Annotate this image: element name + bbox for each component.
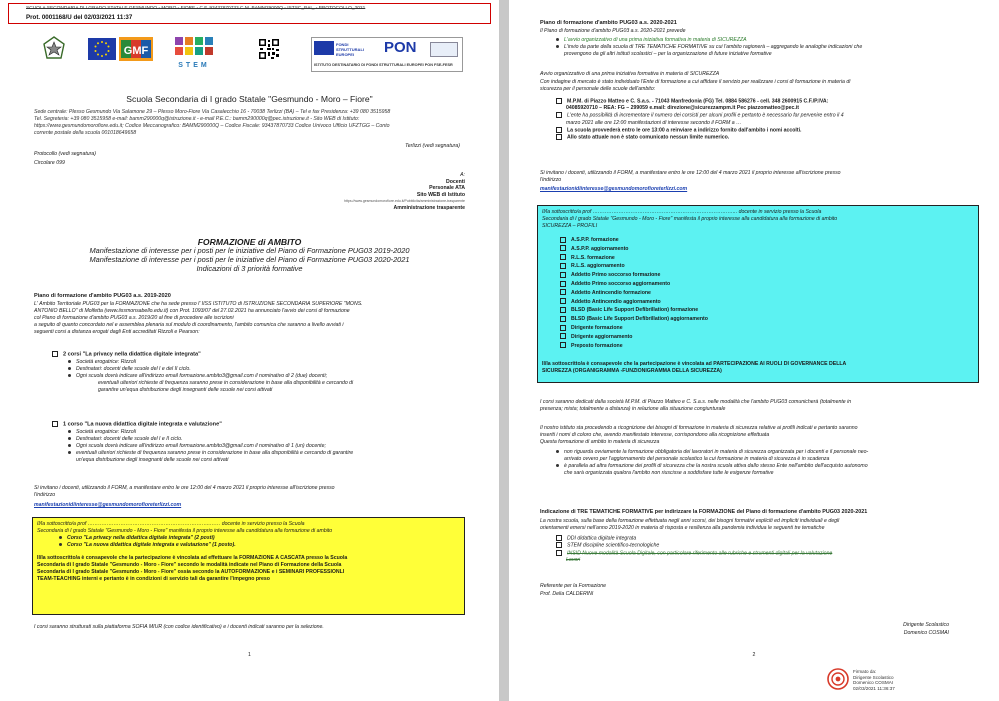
profile-label: Addetto Antincendio formazione <box>571 289 651 296</box>
invite-text: Si invitano i docenti, utilizzando il FORM, a manifestare entro le ore 12:00 del 4 marzo 2021 il proprio interesse all'iscrizione presso <box>34 485 335 491</box>
text-line: L' Ambito Territoriale PUG03 per la FORMAZIONE che ha sede presso l' IISS ISTITUTO di ISTRUZIONE SECONDARIA SUPERIORE "MONS. <box>34 301 363 307</box>
piano-paragraph <box>34 301 363 336</box>
list-item <box>68 450 353 457</box>
profile-label: A.S.P.P. formazione <box>571 237 619 243</box>
list-item <box>556 550 832 557</box>
document-subtitle: Manifestazione di interesse per i posti per le iniziative del Piano di Formazione PUG03 2020-2021 <box>89 255 410 264</box>
pon-ministry-icon <box>430 42 458 57</box>
address-line: corrente postale della scuola 001018649658 <box>34 130 137 136</box>
list-item <box>68 436 353 443</box>
recipients <box>300 172 465 212</box>
sicurezza-paragraph <box>540 79 850 93</box>
form-box-content <box>37 521 347 583</box>
checkbox-icon[interactable] <box>560 281 566 287</box>
address-line: Sede centrale: Plesso Gesmundo Via Salamone 29 – Plesso Moro-Fiore Via Casalecchio 16 - 70038 Terlizzi (BA) – Tel e fax Presidenza: +39 080 3515958 <box>34 109 391 115</box>
page-number: 2 <box>752 652 756 658</box>
circular-number: Circolare 099 <box>34 160 65 166</box>
list-item <box>564 456 868 463</box>
form-option[interactable] <box>59 542 347 549</box>
profile-label: BLSD (Basic Life Support Defibrillation) aggiornamento <box>571 316 708 323</box>
protocol-stamp <box>8 3 491 24</box>
checkbox-bullet-icon <box>556 98 562 104</box>
list-item <box>564 470 868 477</box>
checkbox-icon[interactable] <box>560 289 566 295</box>
bullet-icon <box>556 38 559 41</box>
item-text: eventuali ulteriori richieste di frequenza saranno prese in considerazione in base alla disponibilità e cercando di garantire <box>76 450 354 456</box>
course-details <box>68 359 353 394</box>
istituto-paragraph <box>540 425 857 446</box>
form-line: Il/la sottoscritto/a è consapevole che la partecipazione è vincolata ad effettuare la FORMAZIONE A CASCATA presso la Scuola <box>37 555 348 561</box>
recipient: Amministrazione trasparente <box>393 204 465 211</box>
form-option[interactable] <box>59 535 347 542</box>
form-line: Il/la sottoscritto/a è consapevole che la partecipazione è vincolata ad PARTECIPAZIONE AI RUOLI DI GOVERNANCE DELLA <box>542 361 847 367</box>
item-text: Ogni scuola dovrà indicare all'indirizzo email formazione.ambito3@gmail.com il nominativo di 2 (due) docenti; <box>76 373 328 379</box>
document-subtitle: Manifestazione di interesse per i posti per le iniziative del Piano di Formazione PUG03 2019-2020 <box>89 246 410 255</box>
item-text: L'avvio organizzativo di una prima iniziativa formativa in materia di SICUREZZA <box>564 37 747 43</box>
section-heading: Piano di formazione d'ambito PUG03 a.s. 2019-2020 <box>34 293 171 299</box>
course-title: 1 corso "La nuova didattica digitale integrata e valutazione" <box>63 421 222 428</box>
list-item <box>68 359 353 366</box>
item-text: Società erogatrice: Rizzoli <box>76 429 136 435</box>
stem-logo <box>174 36 214 69</box>
text-line: sicurezza per il personale delle scuole dell'ambito: <box>540 86 656 92</box>
profile-option[interactable] <box>560 324 708 333</box>
checkbox-bullet-icon <box>556 127 562 133</box>
candidature-form-box <box>32 517 465 615</box>
profile-option[interactable] <box>560 271 708 280</box>
bullet-icon <box>68 444 71 447</box>
text-line: La nostra scuola, sulla base della formazione effettuata negli anni scorsi, dei bisogni formativi espliciti ed impliciti individuali e degli <box>540 518 840 524</box>
item-text: non riguarda ovviamente la formazione obbligatoria dei lavoratori in materia di sicurezza organizzata per i docenti e il personale neo- <box>564 449 869 455</box>
form-line: Il/la sottoscritto/a prof ……………………………………………………………..…… docente in servizio presso la Scuola <box>37 521 305 527</box>
list-item <box>68 443 353 450</box>
form-line: SICUREZZA (ORGANIGRAMMA -FUNZIONIGRAMMA DELLA SICUREZZA) <box>542 368 722 374</box>
recipient-url[interactable]: https://www.gesmundomorofiore.edu.it/Pubblicita/amministrazione-trasparente <box>343 199 465 204</box>
item-text: un'equa distribuzione degli insegnanti delle scuole nei corsi attivati <box>76 457 229 463</box>
profile-option[interactable] <box>560 342 708 351</box>
school-name: Scuola Secondaria di I grado Statale "Gesmundo - Moro – Fiore" <box>126 94 373 104</box>
form-line: Secondaria di I grado Statale "Gesmundo - Moro - Fiore" manifesta il proprio interesse alla candidatura alla formazione di ambito <box>542 216 838 222</box>
list-item <box>68 429 353 436</box>
course-details <box>68 429 353 464</box>
text-line: orientamenti emersi nell'anno 2019-2020 in materia di risposta e resilienza alla pandemia individua le seguenti tre tematiche <box>540 525 825 531</box>
profile-option[interactable] <box>560 333 708 342</box>
item-text: eventuali ulteriori richieste di frequenza saranno prese in considerazione in base alla disponibilità e cercando di <box>98 380 354 386</box>
eu-flag-logo <box>88 38 116 60</box>
list-item <box>556 127 844 134</box>
form-line: Secondaria di I grado Statale "Gesmundo - Moro - Fiore" ossia secondo la AUTOFORMAZIONE e i SEMINARI PROFESSIONLI <box>37 569 345 575</box>
checkbox-icon[interactable] <box>560 307 566 313</box>
bullet-icon <box>68 360 71 363</box>
item-text: Destinatari: docenti delle scuole del I e II ciclo. <box>76 436 183 442</box>
bullet-icon <box>556 45 559 48</box>
protocol-stamp-header: SCUOLA SECONDARIA DI I GRADO STATALE GESMUNDO - MORO - FIORE - C.F. 93437870733 C.M. BAMM29000Q - ISTSC_BAI_ - PROTOCOLLO_2021 <box>26 6 366 11</box>
checkbox-bullet-icon <box>556 542 562 548</box>
profile-option[interactable] <box>560 245 708 254</box>
digital-signature-icon <box>827 668 849 690</box>
item-text: garantire un'equa distribuzione degli insegnanti delle scuole nei corsi attivati <box>98 387 273 393</box>
bullet-icon <box>68 437 71 440</box>
profile-list <box>560 236 708 350</box>
list-item <box>556 98 844 105</box>
checkbox-icon[interactable] <box>560 325 566 331</box>
profile-option[interactable] <box>560 298 708 307</box>
item-text: M.P.M. di Piazzo Matteo e C. S.a.s. - 71043 Manfredonia (FG) Tel. 0884 586276 - cell. 348 2600915 C.F./P.IVA: <box>567 98 829 105</box>
place-date: Terlizzi (vedi segnatura) <box>405 143 460 149</box>
list-item <box>76 457 353 464</box>
profile-option[interactable] <box>560 254 708 263</box>
profile-option[interactable] <box>560 262 708 271</box>
item-text: Destinatari: docenti delle scuole del I e del II ciclo. <box>76 366 191 372</box>
pon-logo <box>311 37 463 72</box>
list-item <box>556 134 844 141</box>
recipient: Sito WEB di Istituto <box>416 191 465 198</box>
item-text: L'ente ha possibilità di incrementare il numero dei corsisti per alcuni profili e pertanto è necessario far pervenire entro il 4 <box>567 112 844 119</box>
form-line: Il/la sottoscritto/a prof ………………………………………………………………………... docente in servizio presso la Scuola <box>542 209 822 215</box>
item-text: DDI didattica digitale integrata <box>567 535 637 542</box>
item-text: che sarà organizzata qualora l'ambito non riuscisse a soddisfare tutte le esigenze formative <box>564 470 774 476</box>
referente-label: Referente per la Formazione <box>540 583 607 589</box>
form-box-outro <box>542 361 846 375</box>
checkbox-bullet-icon <box>556 112 562 118</box>
document-page-2 <box>509 0 999 701</box>
bullet-icon <box>68 430 71 433</box>
signature-line: Domenico COSMAI <box>853 680 894 686</box>
bullet-icon <box>68 367 71 370</box>
signature-line: 02/03/2021 11:36:37 <box>853 685 895 691</box>
invite-text: l'indirizzo <box>34 492 56 498</box>
list-item <box>98 380 353 387</box>
document-subtitle: Indicazioni di 3 priorità formative <box>196 264 303 273</box>
referente-name: Prof. Delia CALDERINI <box>540 591 594 597</box>
text-line: Questa formazione di ambito in materia di sicurezza <box>540 439 660 445</box>
profile-label: Preposto formazione <box>571 342 623 349</box>
checkbox-bullet-icon <box>556 550 562 556</box>
address-line: Tel. Segreteria: +39 080 3515958 e-mail: bamm290000q@istruzione.it - e-mail P.E.C.: bamm290000q@pec.istruzione.it - Sito WEB di Istituto: <box>34 116 360 122</box>
text-line: a seguito di quanto concordato nel e assemblea plenaria sul modulo di coordinamento, l'ambito comunica che saranno a livello avviati i <box>34 322 344 328</box>
bullet-icon <box>59 536 62 539</box>
checkbox-bullet-icon <box>556 535 562 541</box>
profile-label: R.L.S. formazione <box>571 254 615 261</box>
form-option-text: Corso "La privacy nella didattica digitale integrata" (2 posti) <box>67 535 215 541</box>
list-item <box>556 37 862 44</box>
item-text: è parallela ad altra formazione dei profili di sicurezza che la nostra scuola attiva dallo stesso Ente nell'ambito dell'acquisto autonomo <box>564 463 868 469</box>
page-number: 1 <box>248 652 251 658</box>
checkbox-icon[interactable] <box>560 298 566 304</box>
list-item <box>68 373 353 380</box>
checkbox-icon[interactable] <box>560 254 566 260</box>
qr-code-icon <box>258 38 280 60</box>
tematiche-list <box>556 535 832 564</box>
text-line: col Piano di formazione d'ambito PUG03 a.s. 2019/20 al fine di procedere alle iscrizioni <box>34 315 234 321</box>
profile-label: Addetto Primo soccorso aggiornamento <box>571 280 671 287</box>
stem-label: STEM <box>178 62 210 69</box>
section-heading: Piano di formazione d'ambito PUG03 a.s. 2020-2021 <box>540 20 677 26</box>
footer-note: I corsi saranno strutturati sulla piattaforma SOFIA MIUR (con codice identificativo) e i docenti indicati saranno per la selezione. <box>34 624 324 630</box>
section-heading: Indicazione di TRE TEMATICHE FORMATIVE per indirizzare la FORMAZIONE del Piano di formazione d'ambito PUG03 2020-2021 <box>540 509 868 515</box>
profile-option[interactable] <box>560 280 708 289</box>
profile-label: Addetto Antincendio aggiornamento <box>571 298 661 305</box>
dirigente-name: Domenico COSMAI <box>903 630 949 636</box>
pon-banner: FONDI STRUTTURALI EUROPEI <box>336 42 364 57</box>
checkbox-icon[interactable] <box>560 272 566 278</box>
item-text: 04085920710 – REA: FG – 299059 e.mail: direzione@sicurezzampm.it Pec piazzomatteo@pec.it <box>566 105 799 112</box>
item-text: INSID Nuove modalità Scuola Digitale, con particolare riferimento alle rubriche e strumenti digitali per la valutazione <box>567 550 833 557</box>
form-option-text: Corso "La nuova didattica digitale integrata e valutazione" (1 posto). <box>67 542 236 548</box>
item-text: arrivato ovvero per l'aggiornamento del personale scolastico la cui formazione in materia di sicurezza è in scadenza <box>564 456 830 462</box>
profile-option[interactable] <box>560 289 708 298</box>
list-item <box>556 44 862 51</box>
pon-footer: ISTITUTO DESTINATARIO DI FONDI STRUTTURALI EUROPEI PON FSE-FESR <box>314 63 453 67</box>
form-line: SICUREZZA – PROFILI <box>542 223 598 229</box>
list-item <box>566 557 832 564</box>
text-line: inseriti i nomi di coloro che, avendo manifestato interesse, corrispondono alla ricognizione effettuata <box>540 432 770 438</box>
text-line: presenza; mista; totalmente a distanza) in relazione alla situazione congiunturale <box>540 406 726 412</box>
sicurezza-list <box>556 98 844 142</box>
checkbox-icon[interactable] <box>560 237 566 243</box>
text-line: Con indagine di mercato è stato individuato l'Ente di formazione a cui affidare il servizio per realizzare i corsi di formazione in materia di <box>540 79 851 85</box>
form-box-intro <box>542 209 837 230</box>
invite-email-link[interactable]: manifestazionidiinteresse@gesmundomorofioreterlizzi.com <box>540 186 688 192</box>
recipient-label: A: <box>460 172 465 178</box>
bullet-icon <box>68 374 71 377</box>
profile-option[interactable] <box>560 306 708 315</box>
address-line: https://www.gesmundomorofiore.edu.it; Codice Meccanografico: BAMM290000Q – Codice Fiscale: 93437870733 Codice Univoco Ufficio UFZTGG – Conto <box>34 123 390 129</box>
item-text: La scuola provvederà entro le ore 13:00 a reinviare a indirizzo fornito dall'ambito i nomi accolti. <box>567 127 802 134</box>
school-address <box>34 109 474 137</box>
list-item <box>98 387 353 394</box>
tematiche-paragraph <box>540 518 839 532</box>
course-title: 2 corsi "La privacy nella didattica digitale integrata" <box>63 351 201 358</box>
pon-label: PON <box>384 39 417 56</box>
list-item <box>566 105 844 112</box>
gmf-school-logo <box>118 36 154 62</box>
signature-line: Firmato da: <box>853 669 877 674</box>
protocol-number: Prot. 0001168/U del 02/03/2021 11:37 <box>26 14 133 21</box>
text-line: seguenti corsi a distanza erogati dagli Enti accreditati Rizzoli e Pearson: <box>34 329 200 335</box>
invite-text: l'indirizzo <box>540 177 562 183</box>
text-line: I corsi saranno dedicati dalla società M.P.M. di Piazzo Matteo e C. S.a.s. nelle modalità che l'ambito PUG03 comunicherà (totalmente in <box>540 399 852 405</box>
italy-emblem-logo <box>42 36 66 62</box>
form-line: Secondaria di I grado Statale "Gesmundo - Moro - Fiore" secondo le modalità indicate nel Piano di Formazione della Scuola <box>37 562 342 568</box>
list-item <box>556 542 832 549</box>
item-text: STEM discipline scientifico-tecnologiche <box>567 542 660 549</box>
document-title: FORMAZIONE di AMBITO <box>197 237 302 247</box>
text-line: Il nostro istituto sta procedendo a ricognizione dei bisogni di formazione in materia di sicurezza relative ai profili indicati e pertanto saranno <box>540 425 858 431</box>
checkbox-icon[interactable] <box>560 333 566 339</box>
invite-text: Si invitano i docenti, utilizzando il FORM, a manifestare entro le ore 12:00 del 4 marzo 2021 il proprio interesse all'iscrizione presso <box>540 170 841 176</box>
profile-label: Addetto Primo soccorso formazione <box>571 272 661 279</box>
form-line: Secondaria di I grado Statale "Gesmundo - Moro - Fiore" manifesta il proprio interesse alla candidatura alla formazione di ambito <box>37 528 333 534</box>
dirigente-label: Dirigente Scolastico <box>903 622 949 628</box>
profile-label: R.L.S. aggiornamento <box>571 263 625 270</box>
item-text: Ogni scuola dovrà indicare all'indirizzo email formazione.ambito3@gmail.com il nominativo di 1 (un) docente; <box>76 443 326 449</box>
invite-paragraph <box>34 485 335 499</box>
profile-label: A.S.P.P. aggiornamento <box>571 245 629 252</box>
form-line: TEAM-TEACHING interni e pertanto è in condizioni di servizio tali da garantire l'impegno preso <box>37 576 270 582</box>
bullet-icon <box>68 451 71 454</box>
checkbox-bullet-icon <box>52 351 58 357</box>
item-text: marzo 2021 alle ore 12:00 manifestazioni di interesse secondo il FORM a … <box>566 119 742 126</box>
item-text: provengono da gli altri istituti scolastici – per la organizzazione di future iniziative formative <box>564 51 772 57</box>
protocol-ref: Protocollo (vedi segnatura) <box>34 151 96 157</box>
list-item <box>556 449 868 456</box>
istituto-list <box>556 449 868 477</box>
corsi-paragraph <box>540 399 851 413</box>
digital-signature <box>853 669 895 691</box>
svg-text:GMF: GMF <box>123 45 149 57</box>
item-text: Lavori <box>566 557 581 564</box>
checkbox-icon[interactable] <box>560 316 566 322</box>
signature-line: Dirigente Scolastico <box>853 674 894 680</box>
pon-eu-flag-icon <box>314 41 334 55</box>
profile-label: BLSD (Basic Life Support Defibrillation) formazione <box>571 307 699 314</box>
piano-intro: Il Piano di formazione d'ambito PUG03 a.s. 2020-2021 prevede <box>540 28 686 34</box>
bullet-icon <box>59 543 62 546</box>
section-heading: Avvio organizzativo di una prima iniziativa formativa in materia di SICUREZZA <box>540 71 720 77</box>
recipient: Personale ATA <box>429 185 465 192</box>
course-heading <box>52 351 201 358</box>
item-text: Allo stato attuale non è stato comunicato nessun limite numerico. <box>567 134 730 141</box>
checkbox-bullet-icon <box>556 134 562 140</box>
document-page-1 <box>0 0 499 701</box>
checkbox-icon[interactable] <box>560 342 566 348</box>
profile-option[interactable] <box>560 315 708 324</box>
list-item <box>68 366 353 373</box>
checkbox-bullet-icon <box>52 421 58 427</box>
list-item <box>556 112 844 119</box>
checkbox-icon[interactable] <box>560 263 566 269</box>
list-item <box>556 463 868 470</box>
invite-email-link[interactable]: manifestazionidiinteresse@gesmundomorofioreterlizzi.com <box>34 502 182 508</box>
item-text: Società erogatrice: Rizzoli <box>76 359 136 365</box>
item-text: L'invio da parte della scuola di TRE TEMATICHE FORMATIVE su cui l'ambito ragionerà – aggregando le analoghe indicazioni che <box>564 44 863 50</box>
sicurezza-form-box <box>537 205 979 383</box>
profile-label: Dirigente formazione <box>571 324 623 331</box>
course-heading <box>52 421 222 428</box>
profile-label: Dirigente aggiornamento <box>571 333 633 340</box>
piano-list <box>556 37 862 58</box>
recipient: Docenti <box>445 178 465 185</box>
list-item <box>566 120 844 127</box>
list-item <box>564 51 862 58</box>
bullet-icon <box>556 450 559 453</box>
bullet-icon <box>556 464 559 467</box>
profile-option[interactable] <box>560 236 708 245</box>
list-item <box>556 535 832 542</box>
text-line: ANTONIO BELLO" di Molfetta (www.iissmonsabello.edu.it) con Prot. 1093/07 del 27.02.2021 ha annunciato l'avvio dei corsi di formazione <box>34 308 350 314</box>
invite-paragraph <box>540 170 841 184</box>
checkbox-icon[interactable] <box>560 245 566 251</box>
